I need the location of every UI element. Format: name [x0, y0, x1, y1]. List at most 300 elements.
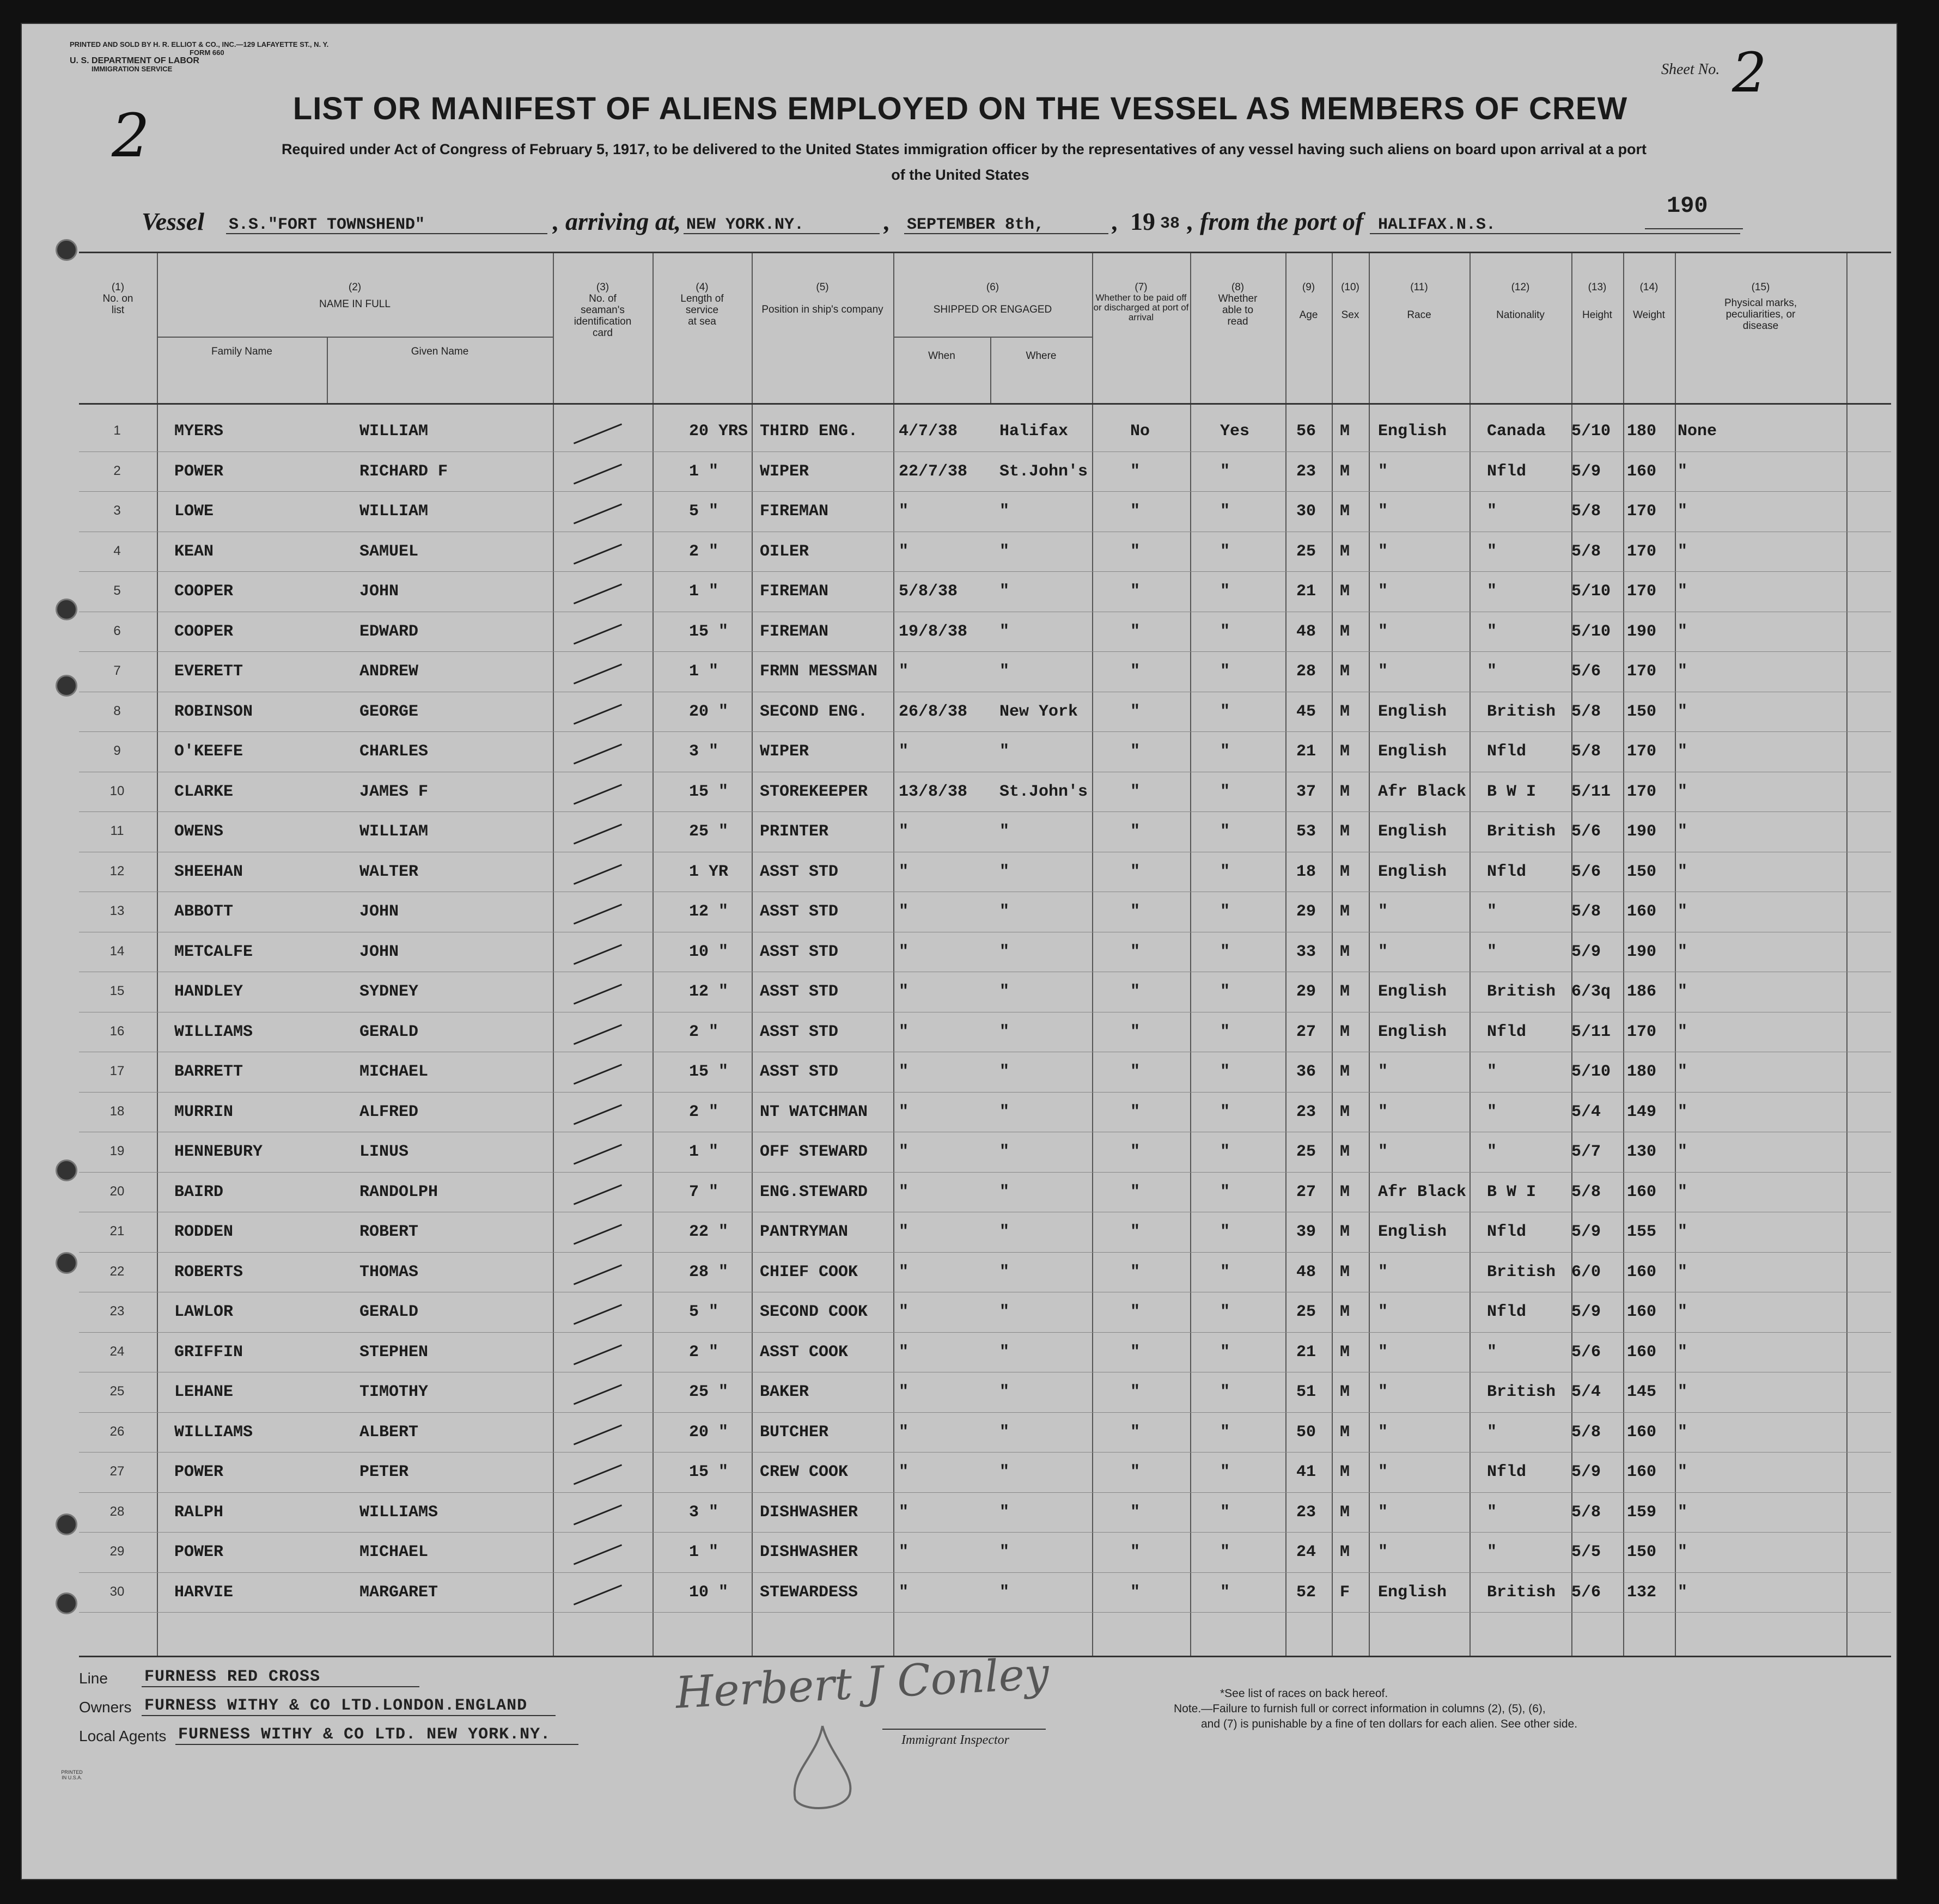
year-prefix: 19 — [1130, 208, 1155, 235]
cell-when: " — [899, 1022, 909, 1041]
cell-sex: M — [1340, 462, 1350, 481]
row-number: 8 — [113, 703, 121, 718]
sheet-number: 2 — [1732, 41, 1767, 105]
cell-when: 26/8/38 — [899, 702, 968, 721]
cell-family: MURRIN — [174, 1102, 234, 1121]
row-rule — [79, 1532, 1891, 1533]
cell-height: 5/9 — [1571, 1303, 1601, 1321]
row-number: 10 — [109, 783, 125, 798]
cell-race: English — [1378, 422, 1447, 441]
cell-race: " — [1378, 902, 1388, 921]
cell-weight: 145 — [1627, 1383, 1657, 1401]
penalty-note-2: and (7) is punishable by a fine of ten dollars for each alien. See other side. — [1201, 1718, 1578, 1730]
cell-sex: M — [1340, 702, 1350, 721]
cell-paid: " — [1130, 582, 1141, 601]
cell-marks: " — [1678, 1022, 1688, 1041]
col-title: No. on list — [102, 293, 133, 316]
cell-service: 15 " — [689, 1063, 729, 1081]
cell-service: 1 " — [689, 462, 719, 481]
cell-race: " — [1378, 1423, 1388, 1442]
cell-when: " — [899, 1143, 909, 1161]
row-number: 30 — [109, 1584, 125, 1599]
cell-position: ASST COOK — [760, 1342, 849, 1362]
cell-service: 5 " — [689, 502, 719, 521]
cell-service: 12 " — [689, 902, 729, 921]
header-bottom-rule — [79, 403, 1891, 405]
row-number: 15 — [109, 984, 125, 998]
id-card-dash-mark — [574, 663, 622, 684]
cell-given: GERALD — [359, 1303, 419, 1321]
cell-when: " — [899, 1223, 909, 1241]
col-title: Whether to be paid off or discharged at port of arrival — [1093, 292, 1189, 322]
col-title: Physical marks, peculiarities, or disease — [1724, 297, 1797, 332]
row-number: 6 — [113, 623, 121, 638]
cell-family: HANDLEY — [174, 982, 243, 1001]
row-rule — [79, 491, 1891, 492]
cell-where: " — [999, 662, 1010, 681]
row-number: 13 — [109, 904, 125, 918]
cell-marks: " — [1678, 1342, 1688, 1362]
cell-marks: " — [1678, 1223, 1688, 1241]
cell-race: " — [1378, 1342, 1388, 1362]
cell-race: English — [1378, 1022, 1447, 1041]
cell-nationality: British — [1487, 702, 1556, 721]
column-rule — [1623, 253, 1624, 1656]
cell-family: BAIRD — [174, 1182, 224, 1201]
owners-underline — [142, 1715, 556, 1716]
cell-height: 5/10 — [1571, 422, 1611, 441]
cell-sex: M — [1340, 902, 1350, 921]
id-card-dash-mark — [574, 1424, 622, 1445]
cell-where: " — [999, 862, 1010, 881]
id-card-dash-mark — [574, 1224, 622, 1244]
line-label: Line — [79, 1670, 108, 1687]
cell-marks: " — [1678, 702, 1688, 721]
cell-marks: " — [1678, 662, 1688, 681]
cell-sex: M — [1340, 1143, 1350, 1161]
cell-given: MICHAEL — [359, 1543, 429, 1561]
cell-marks: " — [1678, 542, 1688, 561]
cell-sex: M — [1340, 782, 1350, 801]
cell-weight: 159 — [1627, 1503, 1657, 1522]
cell-family: CLARKE — [174, 782, 234, 801]
cell-nationality: British — [1487, 982, 1556, 1001]
cell-given: ALFRED — [359, 1102, 419, 1121]
cell-where: " — [999, 982, 1010, 1001]
cell-race: " — [1378, 1102, 1388, 1121]
cell-position: FIREMAN — [760, 622, 829, 641]
id-card-dash-mark — [574, 544, 622, 564]
column-rule — [1092, 253, 1093, 1656]
cell-paid: " — [1130, 1022, 1141, 1041]
cell-when: 5/8/38 — [899, 582, 958, 601]
col-9-header — [1285, 282, 1332, 321]
cell-sex: F — [1340, 1583, 1350, 1602]
cell-age: 41 — [1296, 1463, 1316, 1481]
cell-height: 5/6 — [1571, 822, 1601, 841]
cell-weight: 160 — [1627, 1182, 1657, 1201]
col-14-header — [1623, 282, 1675, 321]
cell-paid: " — [1130, 782, 1141, 801]
cell-sex: M — [1340, 982, 1350, 1001]
cell-read: " — [1220, 942, 1230, 961]
cell-marks: None — [1678, 422, 1717, 441]
cell-paid: " — [1130, 862, 1141, 881]
cell-read: " — [1220, 1022, 1230, 1041]
cell-when: 13/8/38 — [899, 782, 968, 801]
cell-paid: " — [1130, 1503, 1141, 1522]
cell-given: GERALD — [359, 1022, 419, 1041]
cell-family: SHEEHAN — [174, 862, 243, 881]
cell-sex: M — [1340, 622, 1350, 641]
cell-service: 20 YRS — [689, 422, 748, 441]
cell-read: " — [1220, 742, 1230, 761]
cell-age: 33 — [1296, 942, 1316, 961]
col-title: Age — [1299, 309, 1318, 321]
cell-given: WILLIAM — [359, 502, 429, 521]
cell-age: 25 — [1296, 1143, 1316, 1161]
cell-nationality: " — [1487, 1342, 1497, 1362]
cell-where: " — [999, 542, 1010, 561]
cell-position: SECOND COOK — [760, 1303, 868, 1321]
cell-nationality: British — [1487, 1262, 1556, 1281]
id-card-dash-mark — [574, 743, 622, 764]
cell-marks: " — [1678, 1262, 1688, 1281]
printed-stamp: PRINTED IN U.S.A. — [61, 1769, 83, 1780]
cell-given: WALTER — [359, 862, 419, 881]
owners-label: Owners — [79, 1699, 132, 1716]
cell-marks: " — [1678, 942, 1688, 961]
cell-where: " — [999, 1543, 1010, 1561]
cell-height: 5/6 — [1571, 1342, 1601, 1362]
cell-race: English — [1378, 702, 1447, 721]
cell-family: HENNEBURY — [174, 1143, 263, 1161]
cell-when: " — [899, 1543, 909, 1561]
cell-marks: " — [1678, 1102, 1688, 1121]
cell-read: " — [1220, 542, 1230, 561]
cell-race: English — [1378, 1223, 1447, 1241]
cell-position: THIRD ENG. — [760, 422, 858, 441]
cell-nationality: B W I — [1487, 782, 1536, 801]
cell-given: SAMUEL — [359, 542, 419, 561]
col-number: (9) — [1302, 282, 1315, 293]
cell-given: RANDOLPH — [359, 1182, 438, 1201]
cell-position: BAKER — [760, 1383, 809, 1401]
row-number: 16 — [109, 1023, 125, 1039]
row-number: 3 — [113, 503, 121, 518]
row-number: 7 — [113, 663, 121, 678]
cell-weight: 160 — [1627, 462, 1657, 481]
cell-position: ASST STD — [760, 1022, 839, 1041]
col-title: NAME IN FULL — [319, 298, 391, 310]
row-number: 21 — [109, 1224, 125, 1238]
penalty-note-1: Note.—Failure to furnish full or correct information in columns (2), (5), (6), — [1174, 1702, 1546, 1715]
col-number: (5) — [816, 282, 829, 293]
cell-weight: 180 — [1627, 1063, 1657, 1081]
cell-family: WILLIAMS — [174, 1423, 253, 1442]
cell-service: 15 " — [689, 622, 729, 641]
printer-line-1: PRINTED AND SOLD BY H. R. ELLIOT & CO., INC.—129 LAFAYETTE ST., N. Y. — [70, 40, 329, 48]
col-title: Weight — [1633, 309, 1665, 321]
cell-age: 18 — [1296, 862, 1316, 881]
row-number: 2 — [113, 463, 121, 478]
cell-when: " — [899, 662, 909, 681]
given-name-header: Given Name — [411, 346, 469, 357]
cell-height: 5/8 — [1571, 1182, 1601, 1201]
cell-age: 21 — [1296, 1342, 1316, 1362]
cell-family: RODDEN — [174, 1223, 234, 1241]
row-rule — [79, 451, 1891, 452]
id-card-dash-mark — [574, 1384, 622, 1405]
cell-paid: " — [1130, 1223, 1141, 1241]
cell-service: 3 " — [689, 1503, 719, 1522]
cell-nationality: Nfld — [1487, 462, 1527, 481]
cell-read: " — [1220, 822, 1230, 841]
cell-sex: M — [1340, 942, 1350, 961]
cell-given: RICHARD F — [359, 462, 448, 481]
cell-family: OWENS — [174, 822, 224, 841]
row-rule — [79, 571, 1891, 572]
cell-given: MICHAEL — [359, 1063, 429, 1081]
line-value: FURNESS RED CROSS — [144, 1668, 321, 1686]
cell-when: " — [899, 542, 909, 561]
cell-position: ASST STD — [760, 862, 839, 881]
cell-paid: " — [1130, 1342, 1141, 1362]
cell-service: 3 " — [689, 742, 719, 761]
cell-where: Halifax — [999, 422, 1069, 441]
cell-race: " — [1378, 942, 1388, 961]
row-rule — [79, 1092, 1891, 1093]
cell-paid: " — [1130, 1182, 1141, 1201]
cell-given: LINUS — [359, 1143, 409, 1161]
cell-given: JAMES F — [359, 782, 429, 801]
cell-height: 6/0 — [1571, 1262, 1601, 1281]
manifest-subtitle-2: of the United States — [891, 167, 1029, 183]
column-rule — [157, 253, 158, 1656]
id-card-dash-mark — [574, 1344, 622, 1365]
cell-race: English — [1378, 822, 1447, 841]
cell-given: JOHN — [359, 902, 399, 921]
cell-weight: 170 — [1627, 742, 1657, 761]
cell-sex: M — [1340, 1383, 1350, 1401]
column-rule — [1190, 253, 1191, 1656]
cell-service: 1 " — [689, 662, 719, 681]
row-number: 20 — [109, 1183, 125, 1199]
cell-nationality: Canada — [1487, 422, 1546, 441]
id-card-dash-mark — [574, 1104, 622, 1125]
shipped-subcolumn-rule — [990, 337, 991, 403]
cell-where: St.John's — [999, 462, 1088, 481]
cell-height: 6/3q — [1571, 982, 1611, 1001]
cell-where: " — [999, 1303, 1010, 1321]
cell-weight: 160 — [1627, 1342, 1657, 1362]
cell-where: " — [999, 582, 1010, 601]
cell-where: " — [999, 502, 1010, 521]
row-number: 29 — [109, 1544, 125, 1559]
cell-when: " — [899, 1262, 909, 1281]
id-card-dash-mark — [574, 784, 622, 804]
id-card-dash-mark — [574, 823, 622, 844]
cell-given: SYDNEY — [359, 982, 419, 1001]
cell-age: 37 — [1296, 782, 1316, 801]
cell-nationality: " — [1487, 502, 1497, 521]
cell-service: 1 " — [689, 1143, 719, 1161]
cell-nationality: " — [1487, 582, 1497, 601]
column-rule — [653, 253, 654, 1656]
cell-where: " — [999, 1583, 1010, 1602]
cell-nationality: Nfld — [1487, 1303, 1527, 1321]
col-title: Sex — [1341, 309, 1359, 321]
column-rule — [1470, 253, 1471, 1656]
cell-nationality: " — [1487, 1543, 1497, 1561]
cell-service: 28 " — [689, 1262, 729, 1281]
cell-family: EVERETT — [174, 662, 243, 681]
cell-height: 5/4 — [1571, 1383, 1601, 1401]
row-number: 27 — [109, 1464, 125, 1479]
id-card-dash-mark — [574, 1024, 622, 1045]
cell-age: 53 — [1296, 822, 1316, 841]
cell-height: 5/6 — [1571, 862, 1601, 881]
cell-paid: " — [1130, 742, 1141, 761]
cell-nationality: " — [1487, 1102, 1497, 1121]
cell-paid: " — [1130, 622, 1141, 641]
col-number: (11) — [1410, 282, 1428, 293]
row-rule — [79, 1332, 1891, 1333]
cell-read: " — [1220, 582, 1230, 601]
row-number: 26 — [109, 1424, 125, 1439]
agents-underline — [175, 1744, 578, 1745]
cell-age: 52 — [1296, 1583, 1316, 1602]
cell-marks: " — [1678, 1182, 1688, 1201]
col-number: (14) — [1639, 282, 1658, 293]
cell-given: PETER — [359, 1463, 409, 1481]
cell-sex: M — [1340, 422, 1350, 441]
cell-where: " — [999, 1463, 1010, 1481]
cell-marks: " — [1678, 1143, 1688, 1161]
shipped-subheader-rule — [893, 337, 1092, 338]
id-card-dash-mark — [574, 984, 622, 1004]
cell-paid: " — [1130, 1262, 1141, 1281]
cell-position: ENG.STEWARD — [760, 1182, 868, 1201]
vessel-name: S.S."FORT TOWNSHEND" — [229, 216, 425, 234]
row-number: 28 — [109, 1504, 125, 1519]
col-title: Whether able to read — [1218, 293, 1258, 327]
cell-race: Afr Black — [1378, 1182, 1467, 1201]
cell-given: MARGARET — [359, 1583, 438, 1602]
row-number: 23 — [109, 1304, 125, 1319]
col-title: Race — [1407, 309, 1431, 321]
cell-age: 24 — [1296, 1543, 1316, 1561]
cell-sex: M — [1340, 1423, 1350, 1442]
cell-family: HARVIE — [174, 1583, 234, 1602]
row-number: 22 — [109, 1264, 125, 1279]
cell-family: POWER — [174, 1463, 224, 1481]
cell-when: " — [899, 982, 909, 1001]
cell-where: " — [999, 742, 1010, 761]
printer-imprint — [70, 40, 328, 73]
cell-service: 2 " — [689, 1022, 719, 1041]
cell-race: " — [1378, 1143, 1388, 1161]
cell-position: SECOND ENG. — [760, 702, 868, 721]
binder-hole — [56, 1592, 77, 1614]
cell-when: " — [899, 942, 909, 961]
cell-when: " — [899, 902, 909, 921]
cell-marks: " — [1678, 862, 1688, 881]
cell-nationality: " — [1487, 902, 1497, 921]
service-label: IMMIGRATION SERVICE — [92, 65, 173, 73]
cell-where: " — [999, 1383, 1010, 1401]
arriving-label: , arriving at, — [553, 208, 681, 235]
row-rule — [79, 1612, 1891, 1613]
id-card-dash-mark — [574, 1064, 622, 1084]
col-number: (13) — [1588, 282, 1607, 293]
col-title: SHIPPED OR ENGAGED — [933, 304, 1052, 315]
cell-age: 48 — [1296, 622, 1316, 641]
cell-height: 5/9 — [1571, 462, 1601, 481]
cell-position: ASST STD — [760, 942, 839, 961]
cell-family: ROBERTS — [174, 1262, 243, 1281]
column-rule — [752, 253, 753, 1656]
manifest-sheet — [21, 23, 1898, 1880]
row-rule — [79, 811, 1891, 812]
cell-race: Afr Black — [1378, 782, 1467, 801]
cell-race: English — [1378, 742, 1447, 761]
agents-value: FURNESS WITHY & CO LTD. NEW YORK.NY. — [178, 1725, 551, 1744]
col-title: Nationality — [1496, 309, 1545, 321]
cell-service: 7 " — [689, 1182, 719, 1201]
cell-paid: " — [1130, 1423, 1141, 1442]
cell-weight: 190 — [1627, 822, 1657, 841]
cell-weight: 170 — [1627, 662, 1657, 681]
cell-where: " — [999, 902, 1010, 921]
col-8-header — [1190, 282, 1285, 327]
id-card-dash-mark — [574, 1304, 622, 1325]
cell-height: 5/6 — [1571, 662, 1601, 681]
cell-when: " — [899, 1303, 909, 1321]
cell-sex: M — [1340, 1102, 1350, 1121]
cell-read: " — [1220, 1262, 1230, 1281]
cell-family: METCALFE — [174, 942, 253, 961]
cell-where: New York — [999, 702, 1078, 721]
cell-height: 5/8 — [1571, 742, 1601, 761]
cell-race: " — [1378, 1383, 1388, 1401]
port-underline — [1370, 233, 1740, 234]
cell-family: LAWLOR — [174, 1303, 234, 1321]
cell-when: " — [899, 1503, 909, 1522]
cell-nationality: British — [1487, 1383, 1556, 1401]
cell-given: ROBERT — [359, 1223, 419, 1241]
cell-race: " — [1378, 542, 1388, 561]
cell-read: " — [1220, 1503, 1230, 1522]
comma: , — [884, 208, 891, 235]
col-10-header — [1332, 282, 1369, 321]
cell-given: ALBERT — [359, 1423, 419, 1442]
cell-read: " — [1220, 862, 1230, 881]
cell-sex: M — [1340, 1342, 1350, 1362]
cell-when: " — [899, 742, 909, 761]
department-label: U. S. DEPARTMENT OF LABOR — [70, 56, 199, 65]
col-number: (1) — [111, 282, 125, 293]
col-3-header — [553, 282, 653, 339]
binder-hole — [56, 1514, 77, 1535]
cell-height: 5/10 — [1571, 582, 1611, 601]
col-12-header — [1470, 282, 1571, 321]
cell-paid: " — [1130, 822, 1141, 841]
cell-family: POWER — [174, 1543, 224, 1561]
cell-nationality: Nfld — [1487, 1022, 1527, 1041]
cell-marks: " — [1678, 1503, 1688, 1522]
row-rule — [79, 1492, 1891, 1493]
